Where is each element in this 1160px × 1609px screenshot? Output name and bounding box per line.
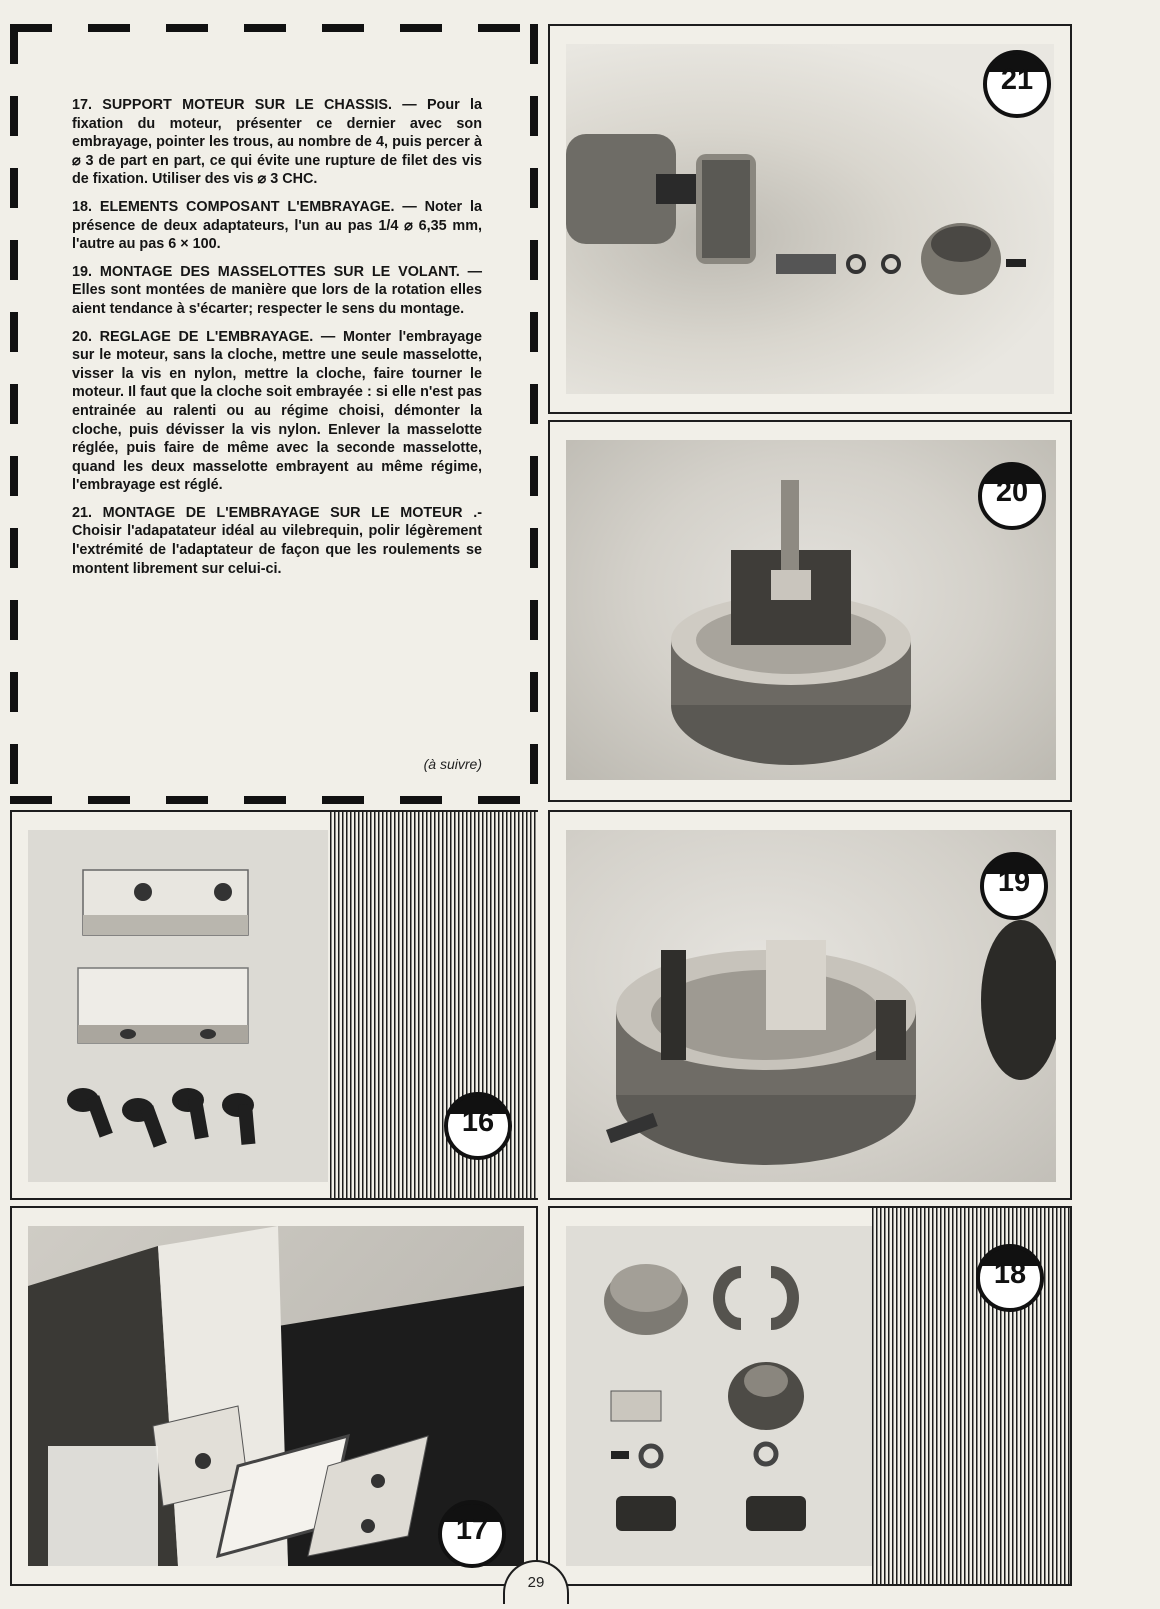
figure-17-frame bbox=[10, 1206, 538, 1586]
paragraph-20: 20. REGLAGE DE L'EMBRAYAGE. — Monter l'embrayage sur le moteur, sans la cloche, mettre une seule masselotte, visser la vis en nylon, mettre la cloche, faire tourner le moteur. Il faut que la cloche soit embrayée : si elle n'est pas entrainée au ralenti ou au régime choisi, démonter la cloche, puis dévisser la vis nylon. Enlever la masselotte réglée, puis faire de même avec la seconde masselotte, quand les deux masselotte embrayent au même régime, l'embrayage est réglé. bbox=[72, 328, 482, 494]
figure-18-badge bbox=[976, 1244, 1044, 1312]
figure-16-number: 16 bbox=[461, 1106, 495, 1138]
aluminium-blocks-and-screws-illustration bbox=[28, 830, 328, 1182]
figure-19-badge bbox=[980, 852, 1048, 920]
paragraph-19: 19. MONTAGE DES MASSELOTTES SUR LE VOLANT. — Elles sont montées de manière que lors de la rotation elles aient tendance à s'écarter; respecter le sens du montage. bbox=[72, 263, 482, 317]
figure-19-frame bbox=[548, 810, 1072, 1200]
figure-20-frame bbox=[548, 420, 1072, 802]
paragraph-17: 17. SUPPORT MOTEUR SUR LE CHASSIS. — Pour la fixation du moteur, présenter ce dernier avec son embrayage, pointer les trous, au nombre de 4, puis percer à ⌀ 3 de part en part, ce qui évite une rupture de filet des vis de fixation. Utiliser des vis ⌀ 3 CHC. bbox=[72, 97, 482, 188]
clutch-exploded-illustration bbox=[566, 44, 1054, 394]
page-number: 29 bbox=[503, 1560, 569, 1604]
continued-note: (à suivre) bbox=[423, 756, 482, 772]
figure-18-frame bbox=[548, 1206, 1072, 1586]
figure-21-photo bbox=[566, 44, 1054, 394]
figure-20-number: 20 bbox=[995, 476, 1029, 508]
figure-16-badge bbox=[444, 1092, 512, 1160]
border-top bbox=[10, 24, 538, 32]
figure-16-frame bbox=[10, 810, 538, 1200]
article-body bbox=[72, 96, 482, 587]
paragraph-18: 18. ELEMENTS COMPOSANT L'EMBRAYAGE. — Noter la présence de deux adaptateurs, l'un au pas 1/4 ⌀ 6,35 mm, l'autre au pas 6 × 100. bbox=[72, 198, 482, 253]
figure-19-number: 19 bbox=[997, 866, 1031, 898]
figure-18-photo bbox=[566, 1226, 872, 1566]
paragraph-21: 21. MONTAGE DE L'EMBRAYAGE SUR LE MOTEUR .- Choisir l'adapatateur idéal au vilebrequin, polir légèrement l'extrémité de l'adaptateur de façon que les roulements se montent librement sur celui-ci. bbox=[72, 504, 482, 577]
article-text-box bbox=[10, 24, 538, 804]
figure-21-badge bbox=[983, 50, 1051, 118]
figure-17-badge bbox=[438, 1500, 506, 1568]
figure-18-number: 18 bbox=[993, 1258, 1027, 1290]
border-bottom bbox=[10, 796, 538, 804]
border-right bbox=[530, 24, 538, 804]
figure-20-badge bbox=[978, 462, 1046, 530]
border-left bbox=[10, 24, 18, 804]
figure-16-photo bbox=[28, 830, 328, 1182]
clutch-components-illustration bbox=[566, 1226, 872, 1566]
figure-21-frame bbox=[548, 24, 1072, 414]
figure-17-number: 17 bbox=[455, 1514, 489, 1546]
figure-21-number: 21 bbox=[1000, 64, 1034, 96]
